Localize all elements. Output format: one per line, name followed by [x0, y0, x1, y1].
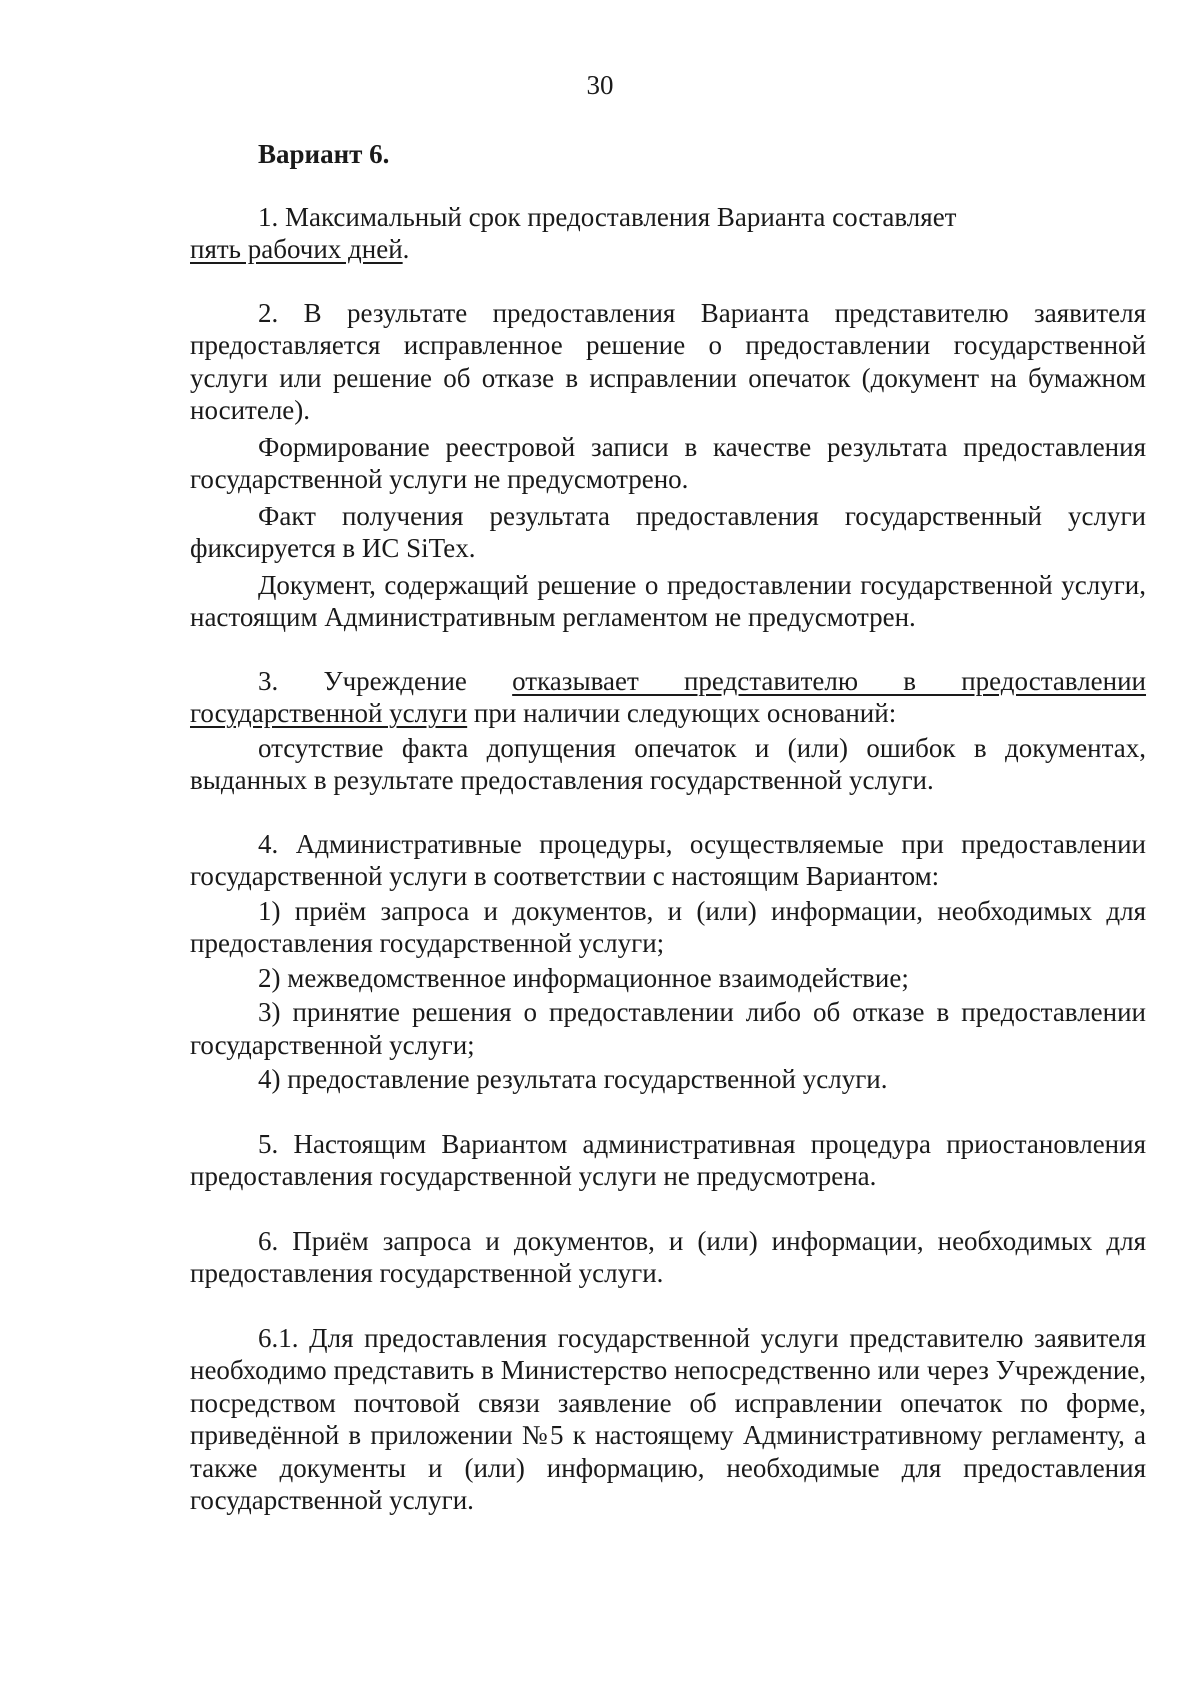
- paragraph-2-document: Документ, содержащий решение о предоставлении государственной услуги, настоящим Административным регламентом не предусмотрен.: [190, 569, 1146, 632]
- paragraph-6: 6. Приём запроса и документов, и (или) информации, необходимых для предоставления государственной услуги.: [190, 1225, 1146, 1288]
- procedure-item: 4) предоставление результата государственной услуги.: [258, 1064, 888, 1094]
- page-number: 30: [586, 70, 614, 100]
- paragraph-1-underlined-term: пять рабочих дней: [190, 234, 403, 264]
- paragraph-1-end: .: [402, 234, 410, 264]
- paragraph-3-end: при наличии следующих оснований:: [467, 698, 897, 728]
- paragraph-3-ground: отсутствие факта допущения опечаток и (или) ошибок в документах, выданных в результате предоставления государственной услуги.: [190, 732, 1146, 795]
- paragraph-1: [190, 201, 1146, 266]
- paragraph-3: [190, 665, 1146, 730]
- paragraph-3-text: 3. Учреждение: [258, 665, 513, 696]
- paragraph-4: 4. Административные процедуры, осуществляемые при предоставлении государственной услуги в соответствии с настоящим Вариантом:: [190, 828, 1146, 891]
- procedure-item: 2) межведомственное информационное взаимодействие;: [258, 962, 909, 993]
- variant-heading: Вариант 6.: [258, 139, 390, 169]
- paragraph-3-underlined-phrase: отказывает представителю в предоставлении государственной услуги: [190, 665, 1147, 728]
- paragraph-2: 2. В результате предоставления Варианта представителю заявителя предоставляется исправленное решение о предоставлении государственной услуги или решение об отказе в исправлении опечаток (документ на бумажном носителе).: [190, 297, 1146, 425]
- procedure-item: 1) приём запроса и документов, и (или) информации, необходимых для предоставления государственной услуги;: [190, 895, 1146, 958]
- paragraph-1-text: 1. Максимальный срок предоставления Варианта составляет: [258, 201, 957, 232]
- paragraph-5: 5. Настоящим Вариантом административная процедура приостановления предоставления государственной услуги не предусмотрена.: [190, 1128, 1146, 1191]
- document-body: [190, 138, 1146, 1517]
- paragraph-6-1: 6.1. Для предоставления государственной услуги представителю заявителя необходимо представить в Министерство непосредственно или через Учреждение, посредством почтовой связи заявление об исправлении опечаток по форме, приведённой в приложении №5 к настоящему Административному регламенту, а также документы и (или) информацию, необходимые для предоставления государственной услуги.: [190, 1322, 1146, 1515]
- paragraph-2-fact: Факт получения результата предоставления государственный услуги фиксируется в ИС SiTex.: [190, 500, 1146, 563]
- paragraph-2-registry: Формирование реестровой записи в качестве результата предоставления государственной услуги не предусмотрено.: [190, 431, 1146, 494]
- procedure-item: 3) принятие решения о предоставлении либо об отказе в предоставлении государственной услуги;: [190, 997, 1146, 1060]
